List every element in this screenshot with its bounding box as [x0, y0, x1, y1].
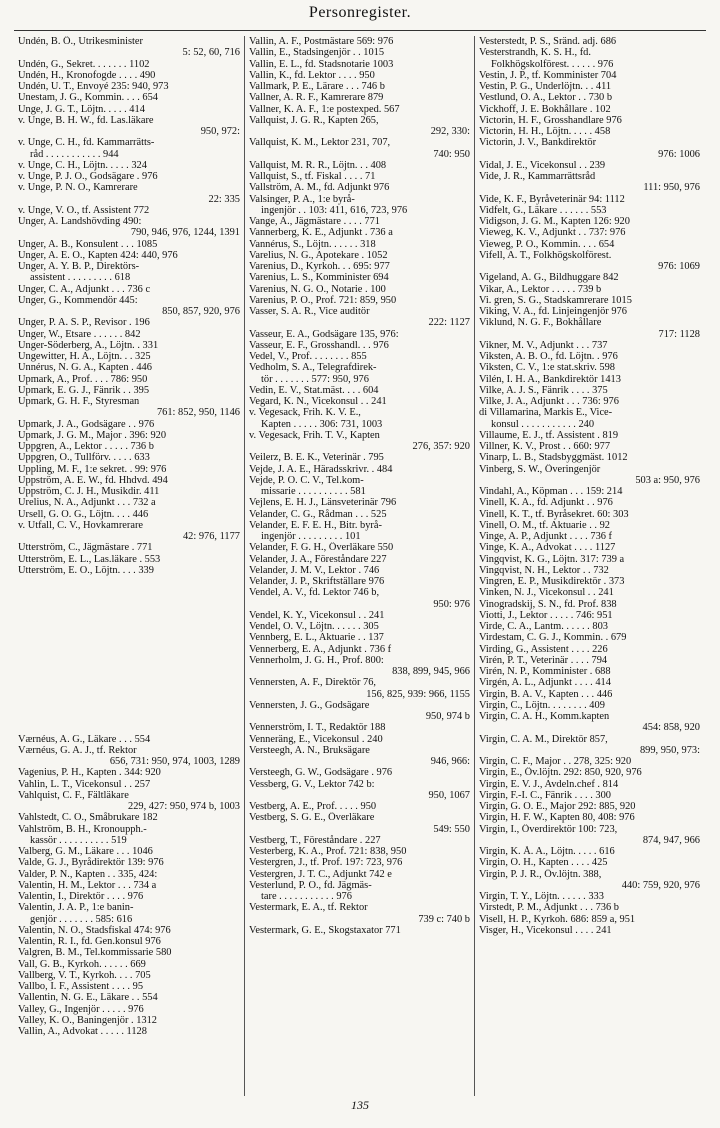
register-entry: Unger, P. A. S. P., Revisor . 196: [18, 317, 150, 329]
register-entry: Viking, V. A., fd. Linjeingenjör 976: [479, 306, 627, 317]
register-entry: Undén, B. Ö., Utrikesminister: [18, 36, 143, 47]
register-entry: Virgin, H. F. W., Kapten 80, 408: 976: [479, 812, 635, 824]
register-entry: Velander, E. F. E. H., Bitr. byrå-: [249, 519, 382, 531]
register-entry: Viklund, N. G. F., Bokhållare: [479, 317, 602, 329]
register-entry: Valsinger, P. A., 1:e byrå-: [249, 193, 355, 205]
register-entry: Vahlin, L. T., Vicekonsul . . 257: [18, 778, 151, 790]
register-entry-continuation: 549: 550: [433, 823, 470, 835]
register-entry: Vedholm, S. A., Telegrafdirek-: [249, 362, 377, 374]
register-entry: Vallentin, N. G. E., Läkare . . 554: [18, 992, 158, 1004]
register-entry: Victorin, H. F., Grosshandlare 976: [479, 114, 622, 126]
register-entry: Virgin, O. H., Kapten . . . . 425: [479, 857, 608, 869]
register-entry-continuation: 440: 759, 920, 976: [621, 879, 700, 891]
register-entry: Vikner, M. V., Adjunkt . . . 737: [479, 339, 608, 351]
register-entry: Virgin, C., Löjtn. . . . . . . . 409: [479, 699, 605, 711]
register-entry: Venneräng, E., Vicekonsul . 240: [249, 733, 383, 745]
register-entry: Vahlström, B. H., Kronoupph.-: [18, 823, 147, 835]
register-entry: Vallner, K. A. F., 1:e postexped. 567: [249, 103, 400, 115]
register-entry: Virgin, T. Y., Löjtn. . . . . . 333: [479, 891, 604, 902]
register-entry-continuation: 950, 1067: [428, 789, 470, 801]
register-entry: v. Vegesack, Frih. T. V., Kapten: [249, 429, 380, 441]
column-gap: [18, 666, 240, 677]
register-entry: Vestermark, E. A., tf. Rektor: [249, 902, 368, 914]
register-entry: Vallin, K., fd. Lektor . . . . 950: [249, 69, 375, 81]
register-entry: Upmark, A., Prof. . . . 786: 950: [18, 373, 148, 385]
register-entry: Vilke, J. A., Adjunkt . . . 736: 976: [479, 396, 619, 407]
register-entry: Uppgren, O., Tullförv. . . . . 633: [18, 452, 150, 464]
register-entry-continuation: 976: 1069: [658, 261, 700, 272]
register-entry: Varenius, P. O., Prof. 721: 859, 950: [249, 294, 397, 306]
register-entry: v. Unge, C. H., fd. Kammarrätts-: [18, 137, 155, 149]
register-entry: Virgin, G. O. E., Major 292: 885, 920: [479, 801, 636, 812]
register-entry: Vagenius, P. H., Kapten . 344: 920: [18, 767, 161, 779]
register-entry: Unger, C. A., Adjunkt . . . 736 c: [18, 283, 151, 295]
register-entry: Virgin, C. A. H., Komm.kapten: [479, 711, 610, 722]
register-entry: Undén, U. T., Envoyé 235: 940, 973: [18, 81, 169, 92]
register-entry: Vejde, P. O. C. V., Tel.kom-: [249, 474, 364, 486]
register-entry: Upmark, E. G. J., Fänrik . . 395: [18, 384, 150, 396]
register-entry: Værnéus, A. G., Läkare . . . 554: [18, 733, 151, 745]
register-entry: Vendel, O. V., Löjtn. . . . . . 305: [249, 621, 379, 632]
register-column-2: [244, 36, 474, 1096]
column-gap: [18, 587, 240, 598]
register-entry: Valder, P. N., Kapten . . 335, 424:: [18, 868, 158, 880]
register-entry: Vieweg, P. O., Kommin. . . . 654: [479, 238, 615, 250]
register-entry: v. Unge, C. H., Löjtn. . . . . 324: [18, 159, 147, 171]
register-entry: Uppgren, A., Lektor . . . . . 736 b: [18, 441, 154, 452]
register-entry-continuation: 292, 330:: [430, 126, 470, 137]
register-entry: Vallquist, S., tf. Fiskal . . . . 71: [249, 171, 376, 182]
register-entry: Vedel, V., Prof. . . . . . . . 855: [249, 351, 367, 362]
register-entry: Valentin, N. O., Stadsfiskal 474: 976: [18, 924, 171, 936]
register-entry: Villaume, E. J., tf. Assistent . 819: [479, 429, 619, 441]
register-entry: Vestin, P. G., Underlöjtn. . . 411: [479, 81, 612, 92]
register-entry: Vallin, E., Stadsingenjör . . 1015: [249, 47, 385, 59]
register-entry: Vikar, A., Lektor . . . . . 739 b: [479, 283, 602, 295]
register-entry: Virde, C. A., Lantm. . . . . . 803: [479, 621, 608, 632]
register-entry: Veilerz, B. E. K., Veterinär . 795: [249, 452, 384, 464]
register-entry-continuation: 950, 974 b: [425, 711, 470, 722]
register-entry: Versteegh, A. N., Bruksägare: [249, 744, 370, 756]
column-gap: [18, 722, 240, 733]
column-gap: [18, 599, 240, 610]
register-entry: Vestergren, J. T. C., Adjunkt 742 e: [249, 868, 392, 880]
register-entry-continuation: 503 a: 950, 976: [635, 474, 700, 486]
register-entry: Virgin, E., Öv.löjtn. 292: 850, 920, 976: [479, 767, 642, 779]
register-entry: di Villamarina, Markis E., Vice-: [479, 407, 613, 419]
register-entry: Unger, A. Y. B. P., Direktörs-: [18, 261, 140, 272]
register-entry: Vahlquist, C. F., Fältläkare: [18, 789, 129, 801]
register-entry-continuation: 976: 1006: [658, 148, 700, 160]
register-entry: Utterström, C., Jägmästare . 771: [18, 542, 153, 554]
register-entry: Unger-Söderberg, A., Löjtn. . 331: [18, 339, 159, 351]
register-entry-continuation: missarie . . . . . . . . . . 581: [261, 486, 366, 497]
register-entry: Viotti, J., Lektor . . . . . 746: 951: [479, 609, 613, 621]
register-entry: Vennerholm, J. G. H., Prof. 800:: [249, 654, 384, 666]
register-entry: Ungewitter, H. A., Löjtn. . . 325: [18, 351, 151, 362]
register-entry: Unestam, J. G., Kommin. . . . 654: [18, 92, 158, 104]
register-entry-continuation: 22: 335: [208, 193, 240, 205]
register-entry: Virgin, C. A. M., Direktör 857,: [479, 733, 608, 745]
register-column-1: [14, 36, 244, 1096]
register-entry-continuation: Folkhögskolförest. . . . . . 976: [491, 58, 614, 70]
register-entry-continuation: 656, 731: 950, 974, 1003, 1289: [109, 756, 240, 767]
register-entry: Vallin, A., Advokat . . . . . 1128: [18, 1026, 147, 1037]
register-entry: Viksten, C. V., 1:e stat.skriv. 598: [479, 362, 615, 374]
register-entry: Vegard, K. N., Vicekonsul . . 241: [249, 396, 387, 407]
register-entry: Vennberg, E. L., Aktuarie . . 137: [249, 632, 384, 644]
register-entry: v. Unge, B. H. W., fd. Las.läkare: [18, 114, 154, 126]
register-entry: v. Utfall, C. V., Hovkamrerare: [18, 519, 144, 531]
register-entry: Virén, P. T., Veterinär . . . . 794: [479, 654, 608, 666]
register-entry: Vingren, E. P., Musikdirektör . 373: [479, 576, 625, 587]
register-entry: Vallström, A. M., fd. Adjunkt 976: [249, 182, 390, 194]
register-entry-continuation: 5: 52, 60, 716: [182, 47, 240, 59]
register-entry: v. Unge, P. N. O., Kamrerare: [18, 182, 138, 194]
register-entry: Victorin, J. V., Bankdirektör: [479, 137, 597, 149]
register-entry: Undén, H., Kronofogde . . . . 490: [18, 69, 156, 81]
register-entry: Vallquist, M. R. R., Löjtn. . . 408: [249, 159, 387, 171]
register-entry: v. Unge, V. O., tf. Assistent 772: [18, 204, 150, 216]
register-entry: Visger, H., Vicekonsul . . . . 241: [479, 924, 612, 936]
register-entry: Virgin, F.-I. C., Fänrik . . . . 300: [479, 789, 611, 801]
register-entry: Unge, J. G. T., Löjtn. . . . . 414: [18, 103, 145, 115]
register-entry: Valentin, R. I., fd. Gen.konsul 976: [18, 936, 161, 947]
register-entry: Vinge, A. P., Adjunkt . . . . 736 f: [479, 531, 613, 542]
register-entry-continuation: 874, 947, 966: [642, 834, 700, 846]
register-entry-continuation: tare . . . . . . . . . . . 976: [261, 891, 352, 902]
register-entry: Værnéus, G. A. J., tf. Rektor: [18, 744, 137, 756]
register-entry: v. Unge, P. J. O., Godsägare . 976: [18, 171, 158, 182]
register-entry: Upmark, J. G. M., Major . 396: 920: [18, 429, 167, 441]
register-entry: Vinogradskij, S. N., fd. Prof. 838: [479, 598, 617, 610]
register-entry: Vedin, E. V., Stat.mäst. . . . 604: [249, 384, 379, 396]
register-entry: Valgren, B. M., Tel.kommissarie 580: [18, 947, 172, 959]
register-entry: Vestberg, A. E., Prof. . . . . 950: [249, 801, 377, 812]
register-entry: Virgin, P. J. R., Öv.löjtn. 388,: [479, 868, 602, 880]
register-entry: Vallquist, J. G. R., Kapten 265,: [249, 114, 379, 126]
register-entry: Virgin, E. V. J., Avdeln.chef . 814: [479, 778, 619, 790]
register-entry: Virding, G., Assistent . . . . 226: [479, 643, 608, 655]
register-entry: Vallberg, V. T., Kyrkoh. . . . 705: [18, 969, 151, 981]
column-gap: [18, 711, 240, 722]
register-entry: Unger, A. E. O., Kapten 424: 440, 976: [18, 249, 178, 261]
register-entry-continuation: ingenjör . . . . . . . . . 101: [261, 531, 361, 542]
register-entry: Versteegh, G. W., Godsägare . 976: [249, 767, 393, 779]
register-entry-continuation: 950: 976: [433, 598, 470, 610]
register-entry: Valberg, G. M., Läkare . . . 1046: [18, 846, 153, 857]
register-entry: Virgin, I., Överdirektör 100: 723,: [479, 823, 618, 835]
register-entry: Uppström, C. J. H., Musikdir. 411: [18, 486, 160, 497]
register-entry: Velander, J. P., Skriftställare 976: [249, 576, 385, 587]
register-entry: Vallin, E. L., fd. Stadsnotarie 1003: [249, 58, 394, 70]
register-entry: Vendel, K. Y., Vicekonsul . . 241: [249, 609, 385, 621]
register-entry: Varenius, N. G. O., Notarie . 100: [249, 283, 386, 295]
register-entry: Vestergren, J., tf. Prof. 197: 723, 976: [249, 857, 403, 869]
register-entry: Virgin, B. A. V., Kapten . . . 446: [479, 688, 613, 700]
register-entry-continuation: assistent . . . . . . . . . 618: [30, 272, 131, 284]
column-gap: [18, 689, 240, 700]
column-gap: [18, 655, 240, 666]
register-entry: Vingqvist, N. H., Lektor . . 732: [479, 564, 609, 576]
register-entry: Vessberg, G. V., Lektor 742 b:: [249, 778, 375, 790]
register-entry: Vallner, A. R. F., Kamrerare 879: [249, 92, 384, 104]
register-entry-continuation: 899, 950, 973:: [639, 744, 700, 756]
column-gap: [18, 632, 240, 643]
register-entry: Vinell, O. M., tf. Aktuarie . . 92: [479, 519, 610, 531]
register-entry: Vallquist, K. M., Lektor 231, 707,: [249, 137, 391, 149]
register-entry: Vallin, A. F., Postmästare 569: 976: [249, 36, 394, 47]
register-entry: Undén, G., Sekret. . . . . . . 1102: [18, 58, 150, 70]
register-entry-continuation: råd . . . . . . . . . . . 944: [30, 148, 119, 160]
register-entry: Viksten, A. B. O., fd. Löjtn. . 976: [479, 351, 618, 362]
column-gap: [18, 576, 240, 587]
register-entry-continuation: 790, 946, 976, 1244, 1391: [130, 227, 240, 239]
register-entry: Vide, J. R., Kammarrättsråd: [479, 171, 596, 182]
register-entry: Vestin, J. P., tf. Komminister 704: [479, 69, 617, 81]
column-gap: [18, 621, 240, 632]
register-entry: Vall, G. B., Kyrkoh. . . . . . 669: [18, 958, 146, 970]
register-entry: Vannerberg, K. E., Adjunkt . 736 a: [249, 227, 393, 239]
register-entry-continuation: 739 c: 740 b: [418, 913, 470, 925]
register-entry: Unger, W., Etsare . . . . . . 842: [18, 328, 141, 340]
register-entry: Vidal, J. E., Vicekonsul . . 239: [479, 159, 606, 171]
register-entry: Vieweg, K. V., Adjunkt . . 737: 976: [479, 227, 626, 239]
register-entry: Vindahl, A., Köpman . . . 159: 214: [479, 486, 623, 497]
register-entry: Uppling, M. F., 1:e sekret. . 99: 976: [18, 463, 167, 475]
column-gap: [18, 700, 240, 711]
register-entry: Vidfelt, G., Läkare . . . . . . 553: [479, 204, 607, 216]
register-entry: Vejde, J. A. E., Häradsskrivr. . 484: [249, 463, 393, 475]
register-entry: Valley, K. O., Baningenjör . 1312: [18, 1014, 157, 1026]
register-entry: Utterström, E. L., Las.läkare . 553: [18, 553, 161, 565]
register-entry: Vingqvist, K. G., Löjtn. 317: 739 a: [479, 553, 625, 565]
register-entry: Velander, C. G., Rådman . . . 525: [249, 508, 387, 520]
register-entry-continuation: 42: 976, 1177: [182, 531, 240, 542]
register-entry: Vallmark, P. E., Lärare . . . 746 b: [249, 81, 385, 92]
register-entry-continuation: tör . . . . . . . 577: 950, 976: [261, 373, 369, 385]
register-entry: Vesterstedt, P. S., Sränd. adj. 686: [479, 36, 617, 47]
register-columns: [14, 36, 706, 1096]
register-entry: Virgin, K. Å. A., Löjtn. . . . . 616: [479, 846, 615, 857]
register-entry: Vigeland, A. G., Bildhuggare 842: [479, 272, 619, 284]
register-entry: Vennerberg, E. A., Adjunkt . 736 f: [249, 643, 392, 655]
register-entry: Varenius, D., Kyrkoh. . . 695: 977: [249, 261, 390, 272]
register-entry-continuation: 222: 1127: [428, 317, 470, 329]
register-entry-continuation: konsul . . . . . . . . . . . 240: [491, 418, 595, 430]
register-entry-continuation: 850, 857, 920, 976: [162, 306, 240, 317]
register-entry: Utterström, E. O., Löjtn. . . . 339: [18, 564, 154, 576]
register-entry: Unnérus, N. G. A., Kapten . 446: [18, 362, 152, 374]
register-entry: v. Vegesack, Frih. K. V. E.,: [249, 407, 361, 419]
register-entry: Valley, G., Ingenjör . . . . . 976: [18, 1003, 144, 1015]
register-entry: Vejlens, E. H. J., Länsveterinär 796: [249, 497, 397, 509]
register-entry: Virén, N. P., Komminister . 688: [479, 666, 611, 677]
register-entry: Velander, F. G. H., Överläkare 550: [249, 542, 394, 554]
register-entry-continuation: Kapten . . . . . 306: 731, 1003: [261, 418, 383, 430]
register-entry: Urelius, N. A., Adjunkt . . . 732 a: [18, 497, 156, 509]
register-entry-continuation: kassör . . . . . . . . . . 519: [30, 834, 127, 846]
register-entry: Vallbo, I. F., Assistent . . . . 95: [18, 981, 144, 992]
register-entry: Uppström, A. E. W., fd. Hhdvd. 494: [18, 474, 168, 486]
register-entry: Vennerström, I. T., Redaktör 188: [249, 722, 386, 734]
register-entry: Vi. gren, S. G., Stadskamrerare 1015: [479, 294, 632, 306]
column-gap: [18, 677, 240, 688]
register-entry: Virgin, C. F., Major . . 278, 325: 920: [479, 756, 632, 767]
register-entry: Vestermark, G. E., Skogstaxator 771: [249, 924, 401, 936]
register-entry: Vinell, K. T., tf. Byråsekret. 60: 303: [479, 508, 629, 520]
register-entry: Virdestam, C. G. J., Kommin. . 679: [479, 632, 627, 644]
register-entry: Vinge, K. A., Advokat . . . . 1127: [479, 542, 616, 554]
register-entry: Valentin, H. M., Lektor . . . 734 a: [18, 879, 157, 891]
register-entry: Vannérus, S., Löjtn. . . . . . 318: [249, 238, 376, 250]
page-header-title: Personregister.: [308, 4, 412, 21]
register-entry: Vange, A., Jägmästare . . . . 771: [249, 216, 381, 227]
register-entry-continuation: 950, 972:: [200, 126, 240, 137]
register-entry: Vinarp, L. B., Stadsbyggmäst. 1012: [479, 452, 628, 464]
register-entry: Virstedt, P. M., Adjunkt . . . 736 b: [479, 902, 619, 914]
register-entry: Vesterlund, P. O., fd. Jägmäs-: [249, 879, 372, 891]
register-entry-continuation: 454: 858, 920: [642, 722, 700, 734]
register-entry: Vestberg, S. G. E., Överläkare: [249, 812, 375, 824]
register-entry: Visell, H. P., Kyrkoh. 686: 859 a, 951: [479, 913, 636, 925]
register-entry: Vennersten, J. G., Godsägare: [249, 699, 370, 711]
register-entry: Valentin, I., Direktör . . . . 976: [18, 891, 144, 902]
register-entry: Vidigson, J. G. M., Kapten 126: 920: [479, 216, 630, 227]
register-entry: Velander, J. A., Föreståndare 227: [249, 553, 387, 565]
register-entry-continuation: 229, 427: 950, 974 b, 1003: [128, 801, 240, 812]
register-entry-continuation: ingenjör . . 103: 411, 616, 723, 976: [261, 204, 408, 216]
register-entry: Valde, G. J., Byrådirektör 139: 976: [18, 857, 164, 869]
column-gap: [18, 644, 240, 655]
register-entry: Vickhoff, J. E. Bokhållare . 102: [479, 103, 611, 115]
register-entry: Vinell, K. A., fd. Adjunkt . . 976: [479, 497, 613, 509]
register-entry: Vestlund, O. A., Lektor . . 730 b: [479, 92, 613, 104]
register-entry: Vide, K. F., Byråveterinär 94: 1112: [479, 193, 625, 205]
register-entry: Upmark, G. H. F., Styresman: [18, 396, 140, 407]
header-rule: [14, 30, 706, 31]
register-entry: Vasseur, E. A., Godsägare 135, 976:: [249, 328, 399, 340]
register-entry: Vesterstrandh, K. S. H., fd.: [479, 47, 591, 59]
register-entry-continuation: 276, 357: 920: [412, 441, 470, 452]
register-entry: Vinberg, S. W., Överingenjör: [479, 463, 601, 475]
register-entry: Vendel, A. V., fd. Lektor 746 b,: [249, 587, 380, 599]
register-entry: Upmark, J. A., Godsägare . . 976: [18, 418, 155, 430]
register-entry: Vinken, N. J., Vicekonsul . . 241: [479, 587, 614, 599]
register-entry: Vennersten, A. F., Direktör 76,: [249, 677, 377, 689]
register-entry-continuation: 740: 950: [433, 148, 470, 160]
register-entry-continuation: 761: 852, 950, 1146: [156, 407, 240, 419]
register-entry: Virgén, A. L., Adjunkt . . . . 414: [479, 677, 611, 689]
register-entry-continuation: genjör . . . . . . . 585: 616: [30, 913, 133, 925]
register-entry: Unger, A. Landshövding 490:: [18, 216, 142, 227]
register-entry: Valentin, J. A. P., 1:e banin-: [18, 902, 134, 914]
register-entry-continuation: 717: 1128: [658, 328, 700, 340]
register-entry: Varenius, L. S., Komminister 694: [249, 272, 389, 284]
register-entry: Ursell, G. O. G., Löjtn. . . . 446: [18, 508, 149, 520]
register-entry: Varelius, N. G., Apotekare . 1052: [249, 249, 388, 261]
register-entry: Victorin, H. H., Löjtn. . . . . 458: [479, 126, 611, 137]
column-gap: [18, 610, 240, 621]
register-entry: Vasseur, E. F., Grosshandl. . . 976: [249, 339, 389, 351]
register-entry-continuation: 946, 966:: [430, 756, 470, 767]
register-entry: Vilén, I. H. A., Bankdirektör 1413: [479, 373, 621, 385]
page-number: 135: [351, 1098, 369, 1112]
register-entry: Vahlstedt, C. O., Småbrukare 182: [18, 812, 158, 824]
register-entry: Unger, A. B., Konsulent . . . 1085: [18, 238, 158, 250]
register-entry: Vilke, A. J. S., Fänrik . . . . 375: [479, 384, 608, 396]
register-entry: Velander, J. M. V., Lektor . 746: [249, 564, 380, 576]
register-entry: Villner, K. V., Prost . . 660: 977: [479, 441, 611, 452]
register-entry: Vifell, A. T., Folkhögskolförest.: [479, 249, 612, 261]
register-entry-continuation: 156, 825, 939: 966, 1155: [366, 688, 470, 700]
register-entry: Vesterberg, K. A., Prof. 721: 838, 950: [249, 846, 407, 857]
register-column-3: [474, 36, 704, 1096]
register-entry: Vasser, S. A. R., Vice auditör: [249, 306, 370, 317]
register-entry: Unger, G., Kommendör 445:: [18, 294, 138, 306]
register-entry: Vestberg, T., Föreståndare . 227: [249, 834, 381, 846]
register-entry-continuation: 111: 950, 976: [643, 182, 700, 194]
register-entry-continuation: 838, 899, 945, 966: [392, 666, 470, 677]
